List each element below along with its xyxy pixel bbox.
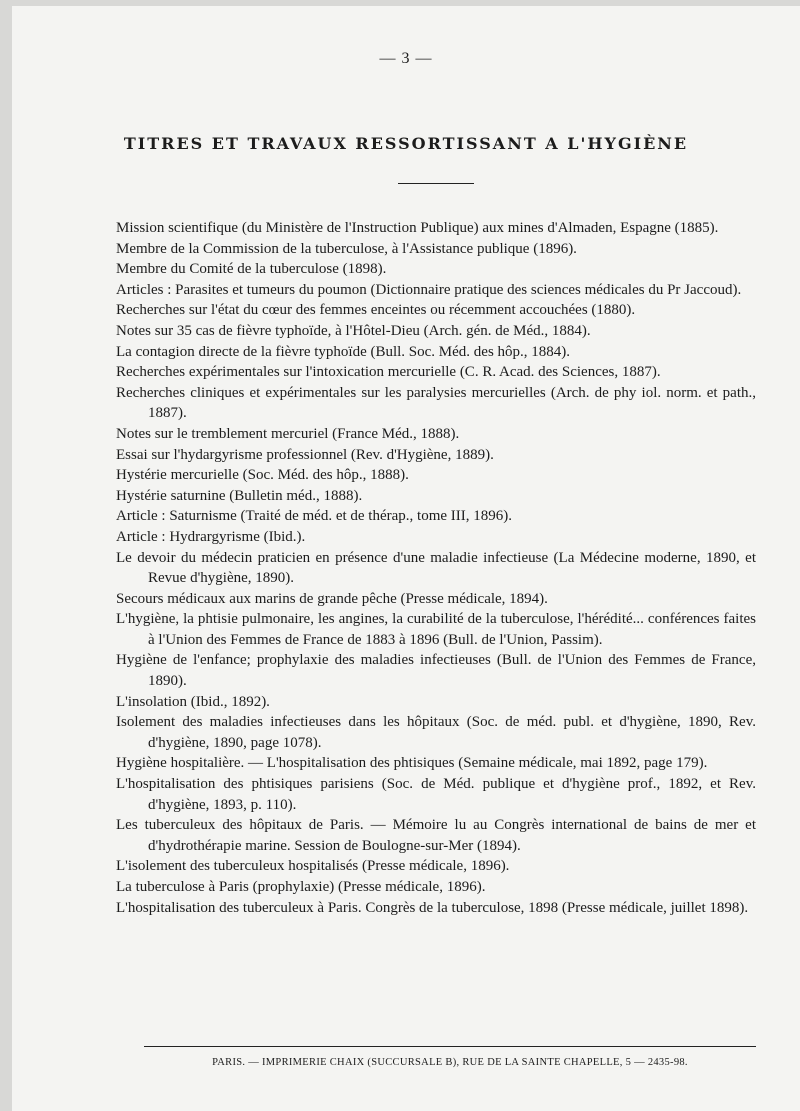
footer-divider <box>144 1046 756 1047</box>
entry-item: Notes sur le tremblement mercuriel (France Méd., 1888). <box>116 425 460 442</box>
entry-item: Articles : Parasites et tumeurs du poumon (Dictionnaire pratique des sciences médicales du Pr Jaccoud). <box>116 281 742 298</box>
entry-item: Essai sur l'hydargyrisme professionnel (Rev. d'Hygiène, 1889). <box>116 446 494 463</box>
entry-item: Recherches expérimentales sur l'intoxication mercurielle (C. R. Acad. des Sciences, 1887). <box>116 364 661 381</box>
title-divider <box>398 183 474 184</box>
entry-item: Secours médicaux aux marins de grande pêche (Presse médicale, 1894). <box>116 590 548 607</box>
entry-item: Recherches sur l'état du cœur des femmes enceintes ou récemment accouchées (1880). <box>116 302 636 319</box>
entry-item: Les tuberculeux des hôpitaux de Paris. — Mémoire lu au Congrès international de bains de mer et d'hydrothérapie marine. Session de Boulogne-sur-Mer (1894). <box>116 817 756 854</box>
entry-item: Notes sur 35 cas de fièvre typhoïde, à l'Hôtel-Dieu (Arch. gén. de Méd., 1884). <box>116 322 591 339</box>
entry-item: Isolement des maladies infectieuses dans les hôpitaux (Soc. de méd. publ. et d'hygiène, 1890, Rev. d'hygiène, 1890, page 1078). <box>116 714 756 751</box>
entry-item: Le devoir du médecin praticien en présence d'une maladie infectieuse (La Médecine moderne, 1890, et Revue d'hygiène, 1890). <box>116 549 756 587</box>
entry-item: Hygiène hospitalière. — L'hospitalisation des phtisiques (Semaine médicale, mai 1892, page 179). <box>116 755 708 772</box>
entry-item: L'hygiène, la phtisie pulmonaire, les angines, la curabilité de la tuberculose, l'hérédité... conférences faites à l'Union des Femmes de France de 1883 à 1896 (Bull. de l'Union, Passim). <box>116 611 756 648</box>
entry-item: Mission scientifique (du Ministère de l'Instruction Publique) aux mines d'Almaden, Espagne (1885). <box>116 220 719 236</box>
entry-item: Article : Hydrargyrisme (Ibid.). <box>116 528 306 545</box>
entry-item: L'insolation (Ibid., 1892). <box>116 693 270 710</box>
entry-item: Hystérie saturnine (Bulletin méd., 1888). <box>116 487 363 504</box>
entry-item: Article : Saturnisme (Traité de méd. et de thérap., tome III, 1896). <box>116 508 512 525</box>
page-title: TITRES ET TRAVAUX RESSORTISSANT A L'HYGIÈNE <box>123 134 689 153</box>
entry-item: La contagion directe de la fièvre typhoïde (Bull. Soc. Méd. des hôp., 1884). <box>116 343 571 360</box>
entry-item: Membre du Comité de la tuberculose (1898). <box>116 261 387 278</box>
entry-item: Membre de la Commission de la tuberculose, à l'Assistance publique (1896). <box>116 240 577 257</box>
entry-item: L'hospitalisation des phtisiques parisiens (Soc. de Méd. publique et d'hygiène prof., 1892, et Rev. d'hygiène, 1893, p. 110). <box>116 776 756 813</box>
entry-list <box>116 218 756 918</box>
entry-item: Recherches cliniques et expérimentales sur les paralysies mercurielles (Arch. de phy iol. norm. et path., 1887). <box>116 384 756 422</box>
entry-item: Hygiène de l'enfance; prophylaxie des maladies infectieuses (Bull. de l'Union des Femmes de France, 1890). <box>116 652 756 690</box>
entry-item: L'hospitalisation des tuberculeux à Paris. Congrès de la tuberculose, 1898 (Presse médicale, juillet 1898). <box>116 899 749 916</box>
entry-item: La tuberculose à Paris (prophylaxie) (Presse médicale, 1896). <box>116 879 486 895</box>
entry-item: Hystérie mercurielle (Soc. Méd. des hôp., 1888). <box>116 467 409 484</box>
entry-item: L'isolement des tuberculeux hospitalisés (Presse médicale, 1896). <box>116 858 510 875</box>
printer-footer: PARIS. — IMPRIMERIE CHAIX (SUCCURSALE B), RUE DE LA SAINTE CHAPELLE, 5 — 2435-98. <box>212 1057 688 1068</box>
document-page <box>12 6 800 1111</box>
page-number: — 3 — <box>379 50 433 67</box>
